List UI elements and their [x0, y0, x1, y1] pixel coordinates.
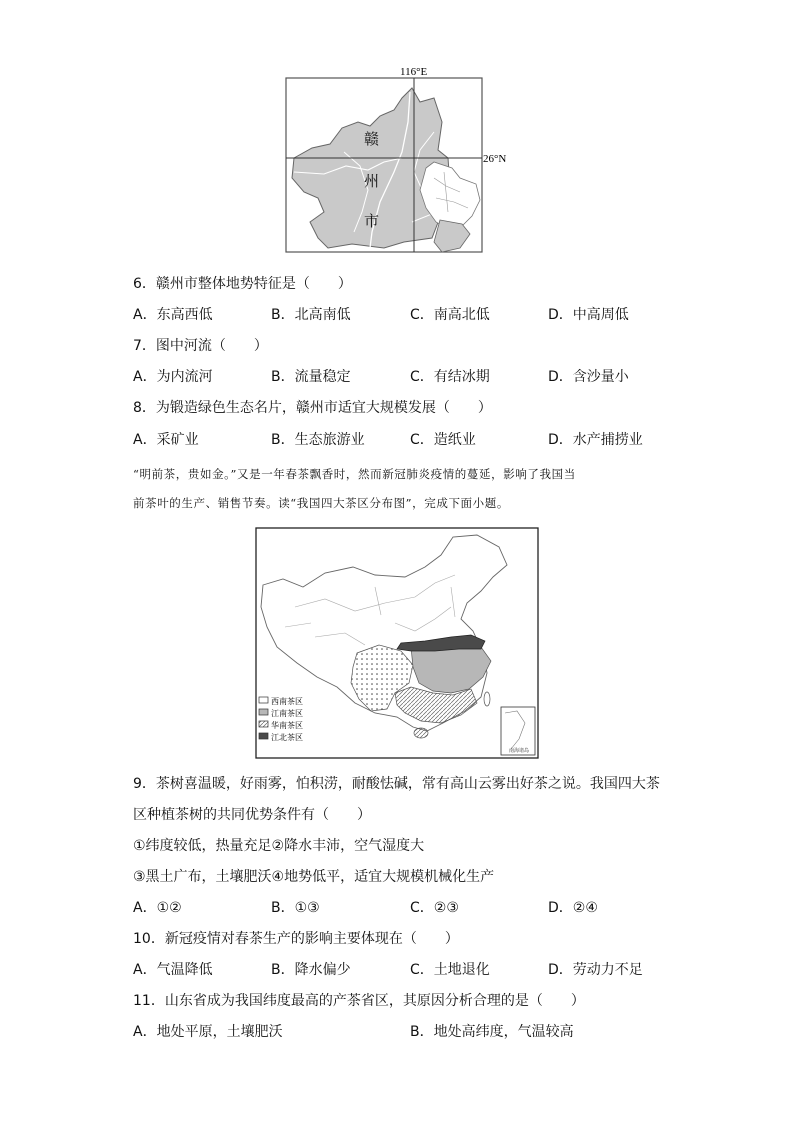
q7-option-a[interactable]: A．为内流河 — [133, 369, 213, 385]
q6-option-b[interactable]: B．北高南低 — [271, 307, 351, 323]
longitude-label: 116°E — [400, 66, 428, 78]
q7-option-d[interactable]: D．含沙量小 — [548, 369, 629, 385]
question-10-stem: 10．新冠疫情对春茶生产的影响主要体现在（ ） — [133, 931, 459, 947]
legend-jiangbei: 江北茶区 — [271, 733, 303, 742]
question-9-items-line-1: ①纬度较低，热量充足②降水丰沛，空气湿度大 — [133, 838, 425, 854]
latitude-label: 26°N — [483, 153, 507, 165]
q9-option-c[interactable]: C．②③ — [410, 900, 459, 916]
q6-option-d[interactable]: D．中高周低 — [548, 307, 629, 323]
inset-label: 南海诸岛 — [509, 748, 530, 754]
city-char-2: 州 — [364, 172, 380, 190]
q8-option-b[interactable]: B．生态旅游业 — [271, 432, 365, 448]
question-9-stem-line-1: 9．茶树喜温暖，好雨雾，怕积涝，耐酸怯碱，常有高山云雾出好茶之说。我国四大茶 — [133, 776, 660, 792]
legend-huanan: 华南茶区 — [271, 721, 303, 730]
q9-option-b[interactable]: B．①③ — [271, 900, 320, 916]
q7-option-b[interactable]: B．流量稳定 — [271, 369, 351, 385]
passage-line-1: “明前茶，贵如金。”又是一年春茶飘香时，然而新冠肺炎疫情的蔓延，影响了我国当 — [133, 467, 576, 481]
question-11-stem: 11．山东省成为我国纬度最高的产茶省区，其原因分析合理的是（ ） — [133, 993, 585, 1009]
city-char-1: 赣 — [364, 130, 380, 148]
q6-option-c[interactable]: C．南高北低 — [410, 307, 490, 323]
q11-option-a[interactable]: A．地处平原，土壤肥沃 — [133, 1024, 283, 1040]
q10-option-a[interactable]: A．气温降低 — [133, 962, 213, 978]
q7-option-c[interactable]: C．有结冰期 — [410, 369, 490, 385]
q8-option-d[interactable]: D．水产捕捞业 — [548, 432, 643, 448]
q10-option-b[interactable]: B．降水偏少 — [271, 962, 351, 978]
q10-option-d[interactable]: D．劳动力不足 — [548, 962, 643, 978]
q8-option-c[interactable]: C．造纸业 — [410, 432, 476, 448]
q11-option-b[interactable]: B．地处高纬度，气温较高 — [410, 1024, 574, 1040]
q9-option-a[interactable]: A．①② — [133, 900, 182, 916]
q6-option-a[interactable]: A．东高西低 — [133, 307, 213, 323]
legend-jiangnan: 江南茶区 — [271, 709, 303, 718]
city-char-3: 市 — [364, 212, 380, 230]
question-6-stem: 6．赣州市整体地势特征是（ ） — [133, 276, 352, 292]
passage-line-2: 前茶叶的生产、销售节奏。读“我国四大茶区分布图”，完成下面小题。 — [133, 496, 509, 510]
china-tea-regions-map — [255, 527, 539, 759]
question-8-stem: 8．为锻造绿色生态名片，赣州市适宜大规模发展（ ） — [133, 400, 492, 416]
question-7-stem: 7．图中河流（ ） — [133, 338, 268, 354]
q8-option-a[interactable]: A．采矿业 — [133, 432, 199, 448]
question-9-items-line-2: ③黑土广布，土壤肥沃④地势低平，适宜大规模机械化生产 — [133, 869, 495, 885]
question-9-stem-line-2: 区种植茶树的共同优势条件有（ ） — [133, 807, 371, 823]
q9-option-d[interactable]: D．②④ — [548, 900, 598, 916]
ganzhou-map — [284, 62, 524, 254]
legend-southwest: 西南茶区 — [271, 697, 303, 706]
q10-option-c[interactable]: C．土地退化 — [410, 962, 490, 978]
